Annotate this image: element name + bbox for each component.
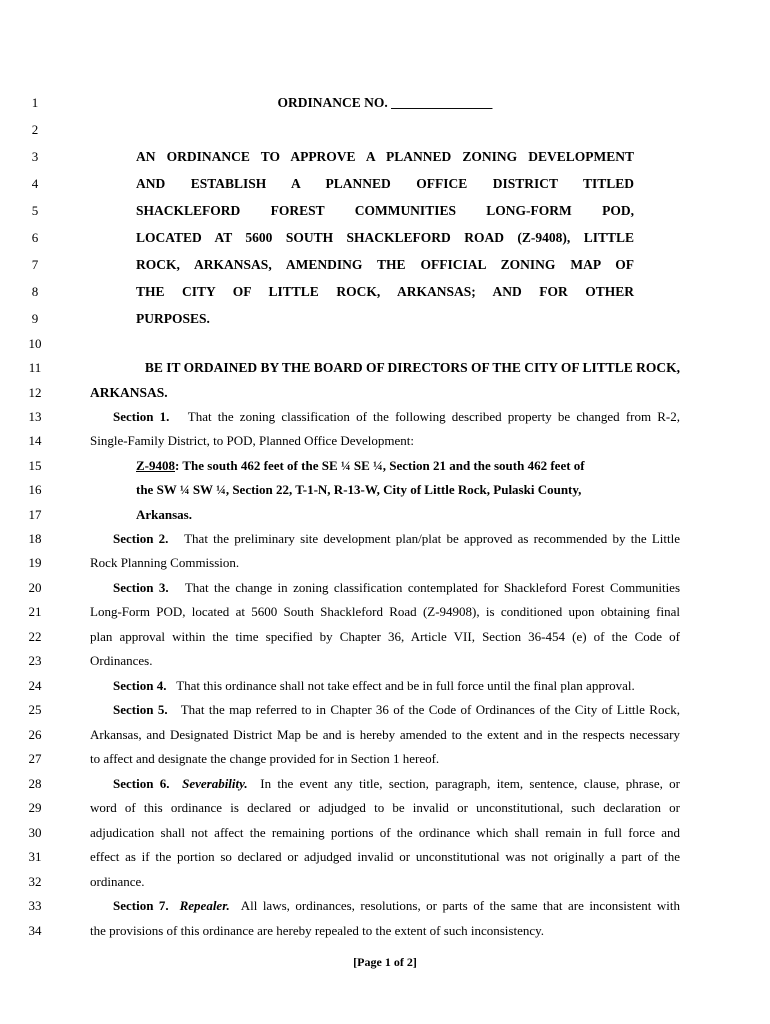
section-text: Ordinances. — [90, 653, 153, 668]
section-text: Arkansas, and Designated District Map be and is hereby amended to the extent and in the respects necessary — [90, 727, 680, 742]
section-text: That the preliminary site development plan/plat be approved as recommended by the Little — [184, 531, 680, 546]
caption-line: AND ESTABLISH A PLANNED OFFICE DISTRICT TITLED — [136, 176, 634, 191]
page-footer: [Page 1 of 2] — [353, 955, 417, 969]
section-heading: Section 6. — [113, 776, 170, 791]
section-6 — [113, 775, 680, 793]
line-number: 1 — [31, 95, 39, 110]
ordinance-title: ORDINANCE NO. _______________ — [277, 95, 493, 110]
legal-description-text: : The south 462 feet of the SE ¼ SE ¼, Section 21 and the south 462 feet of — [175, 458, 585, 473]
section-text: Single-Family District, to POD, Planned Office Development: — [90, 433, 414, 448]
line-number: 26 — [28, 727, 42, 742]
section-text: That the change in zoning classification contemplated for Shackleford Forest Communities — [184, 580, 681, 595]
line-number: 21 — [28, 604, 42, 619]
section-text: That this ordinance shall not take effect and be in full force until the final plan approval. — [176, 678, 635, 693]
section-heading: Section 4. — [113, 678, 167, 693]
enacting-clause: ARKANSAS. — [90, 385, 168, 400]
line-number: 17 — [28, 507, 42, 522]
line-number: 33 — [28, 898, 42, 913]
section-text: That the map referred to in Chapter 36 of the Code of Ordinances of the City of Little Rock, — [180, 702, 680, 717]
section-text: to affect and designate the change provided for in Section 1 hereof. — [90, 751, 440, 766]
caption-line: PURPOSES. — [136, 311, 210, 326]
line-number: 31 — [28, 849, 42, 864]
section-5 — [113, 701, 680, 719]
line-number: 15 — [28, 458, 42, 473]
line-number: 29 — [28, 800, 42, 815]
line-number: 16 — [28, 482, 42, 497]
line-number: 24 — [28, 678, 42, 693]
legal-description-text: Arkansas. — [136, 507, 192, 522]
section-text: Long-Form POD, located at 5600 South Shackleford Road (Z-94908), is conditioned upon obtaining final — [90, 604, 680, 619]
section-heading: Section 7. — [113, 898, 169, 913]
section-title: Severability. — [182, 776, 248, 791]
line-number: 25 — [28, 702, 42, 717]
section-text: effect as if the portion so declared or adjudged invalid or unconstitutional was not originally a part of the — [90, 849, 680, 864]
legal-description — [136, 457, 636, 475]
line-number: 30 — [28, 825, 42, 840]
section-heading: Section 5. — [113, 702, 168, 717]
line-number: 10 — [28, 336, 42, 351]
section-text: All laws, ordinances, resolutions, or parts of the same that are inconsistent with — [240, 898, 681, 913]
caption-line: THE CITY OF LITTLE ROCK, ARKANSAS; AND FOR OTHER — [136, 284, 634, 299]
section-7 — [113, 897, 680, 915]
section-text: Rock Planning Commission. — [90, 555, 240, 570]
line-number: 32 — [28, 874, 42, 889]
caption-line: LOCATED AT 5600 SOUTH SHACKLEFORD ROAD (Z-9408), LITTLE — [136, 230, 634, 245]
section-text: adjudication shall not affect the remaining portions of the ordinance which shall remain in full force and — [90, 825, 680, 840]
section-text: the provisions of this ordinance are hereby repealed to the extent of such inconsistency. — [90, 923, 545, 938]
section-heading: Section 3. — [113, 580, 169, 595]
line-number: 13 — [28, 409, 42, 424]
enacting-clause: BE IT ORDAINED BY THE BOARD OF DIRECTORS OF THE CITY OF LITTLE ROCK, — [144, 360, 680, 375]
section-text: plan approval within the time specified by Chapter 36, Article VII, Section 36-454 (e) of the Code of — [90, 629, 680, 644]
line-number: 3 — [31, 149, 39, 164]
section-text: In the event any title, section, paragraph, item, sentence, clause, phrase, or — [260, 776, 681, 791]
line-number: 18 — [28, 531, 42, 546]
caption-line: AN ORDINANCE TO APPROVE A PLANNED ZONING DEVELOPMENT — [136, 149, 634, 164]
caption-line: SHACKLEFORD FOREST COMMUNITIES LONG-FORM POD, — [136, 203, 634, 218]
line-number: 12 — [28, 385, 42, 400]
section-3 — [113, 579, 680, 597]
caption-line: ROCK, ARKANSAS, AMENDING THE OFFICIAL ZONING MAP OF — [136, 257, 634, 272]
line-number: 28 — [28, 776, 42, 791]
line-number: 6 — [31, 230, 39, 245]
section-text: That the zoning classification of the following described property be changed from R-2, — [187, 409, 680, 424]
line-number: 22 — [28, 629, 42, 644]
line-number: 23 — [28, 653, 42, 668]
line-number: 27 — [28, 751, 42, 766]
line-number: 9 — [31, 311, 39, 326]
line-number: 4 — [31, 176, 39, 191]
line-number: 8 — [31, 284, 39, 299]
section-title: Repealer. — [179, 898, 230, 913]
case-number: Z-9408 — [136, 458, 175, 473]
line-number: 7 — [31, 257, 39, 272]
legal-description-text: the SW ¼ SW ¼, Section 22, T-1-N, R-13-W, City of Little Rock, Pulaski County, — [136, 482, 582, 497]
line-number: 14 — [28, 433, 42, 448]
section-heading: Section 1. — [113, 409, 170, 424]
line-number: 34 — [28, 923, 42, 938]
line-number: 2 — [31, 122, 39, 137]
line-number: 11 — [28, 360, 42, 375]
section-text: word of this ordinance is declared or adjudged to be invalid or unconstitutional, such declaration or — [90, 800, 680, 815]
line-number: 20 — [28, 580, 42, 595]
section-text: ordinance. — [90, 874, 145, 889]
line-number: 5 — [31, 203, 39, 218]
section-heading: Section 2. — [113, 531, 169, 546]
line-number: 19 — [28, 555, 42, 570]
section-2 — [113, 530, 680, 548]
section-4 — [113, 677, 680, 695]
section-1 — [113, 408, 680, 426]
